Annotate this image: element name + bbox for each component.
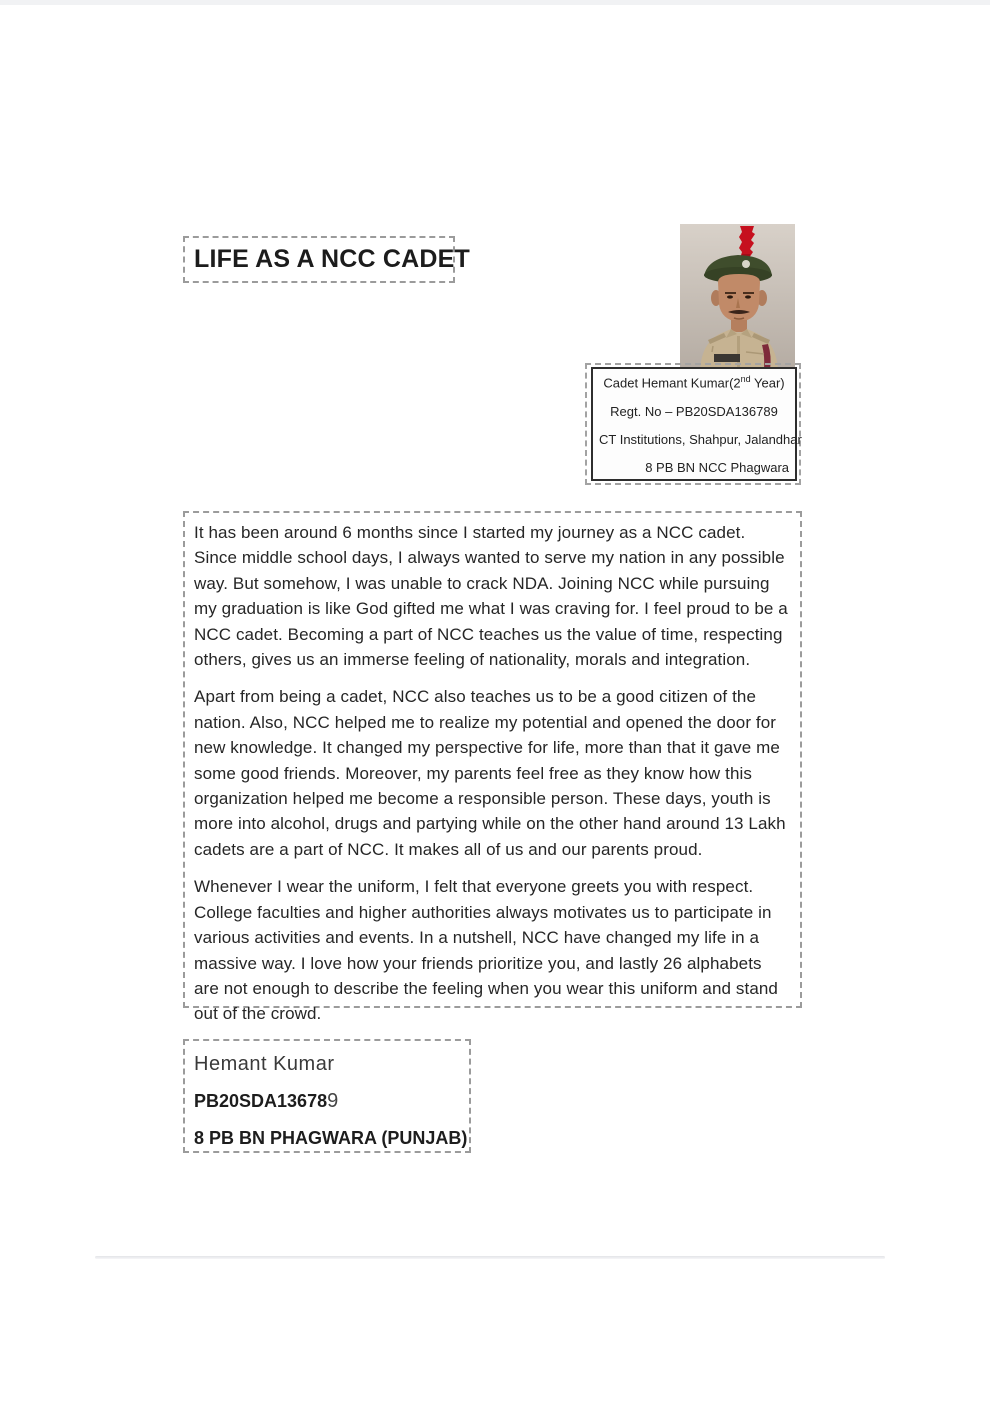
signature-unit: 8 PB BN PHAGWARA (PUNJAB) <box>194 1128 468 1148</box>
page-bottom-edge <box>95 1256 885 1259</box>
essay-paragraph-2: Apart from being a cadet, NCC also teaches us to be a good citizen of the nation. Also, NCC helped me to realize my potential and opened the door for new knowledge. It changed my perspective for life, more than that it gave me some good friends. Moreover, my parents feel free as they know how this organization helped me become a responsible person. These days, youth is more into alcohol, drugs and partying while on the other hand around 13 Lakh cadets are a part of NCC. It makes all of us and our parents proud. <box>194 687 786 859</box>
cadet-caption-box <box>591 367 802 481</box>
essay-body-box <box>183 511 802 1024</box>
cadet-photo <box>680 224 795 370</box>
signature-regno: PB20SDA136789 <box>194 1090 339 1112</box>
caption-name-line: Cadet Hemant Kumar(2nd Year) <box>603 374 785 391</box>
caption-unit-line: 8 PB BN NCC Phagwara <box>645 459 789 475</box>
page-top-edge <box>0 0 990 5</box>
signature-box <box>183 1039 471 1153</box>
title-dashed-box <box>183 236 471 283</box>
cadet-portrait-illustration <box>680 224 795 370</box>
caption-institution-line: CT Institutions, Shahpur, Jalandhar <box>599 431 802 447</box>
caption-superscript: nd <box>740 374 751 384</box>
essay-paragraph-3: Whenever I wear the uniform, I felt that everyone greets you with respect. College faculties and higher authorities always motivates us to participate in various activities and events. In a nutshell, NCC have changed my life in a massive way. I love how your friends prioritize you, and lastly 26 alphabets are not enough to describe the feeling when you wear this uniform and stand out of the crowd. <box>194 877 778 1024</box>
signature-name: Hemant Kumar <box>194 1053 335 1075</box>
caption-regno-line: Regt. No – PB20SDA136789 <box>610 403 778 419</box>
page-title: LIFE AS A NCC CADET <box>194 245 471 273</box>
essay-paragraph-1: It has been around 6 months since I started my journey as a NCC cadet. Since middle school days, I always wanted to serve my nation in any possible way. But somehow, I was unable to crack NDA. Joining NCC while pursuing my graduation is like God gifted me what I was craving for. I feel proud to be a NCC cadet. Becoming a part of NCC teaches us the value of time, respecting others, gives us an immerse feeling of nationality, morals and integration. <box>194 523 788 670</box>
